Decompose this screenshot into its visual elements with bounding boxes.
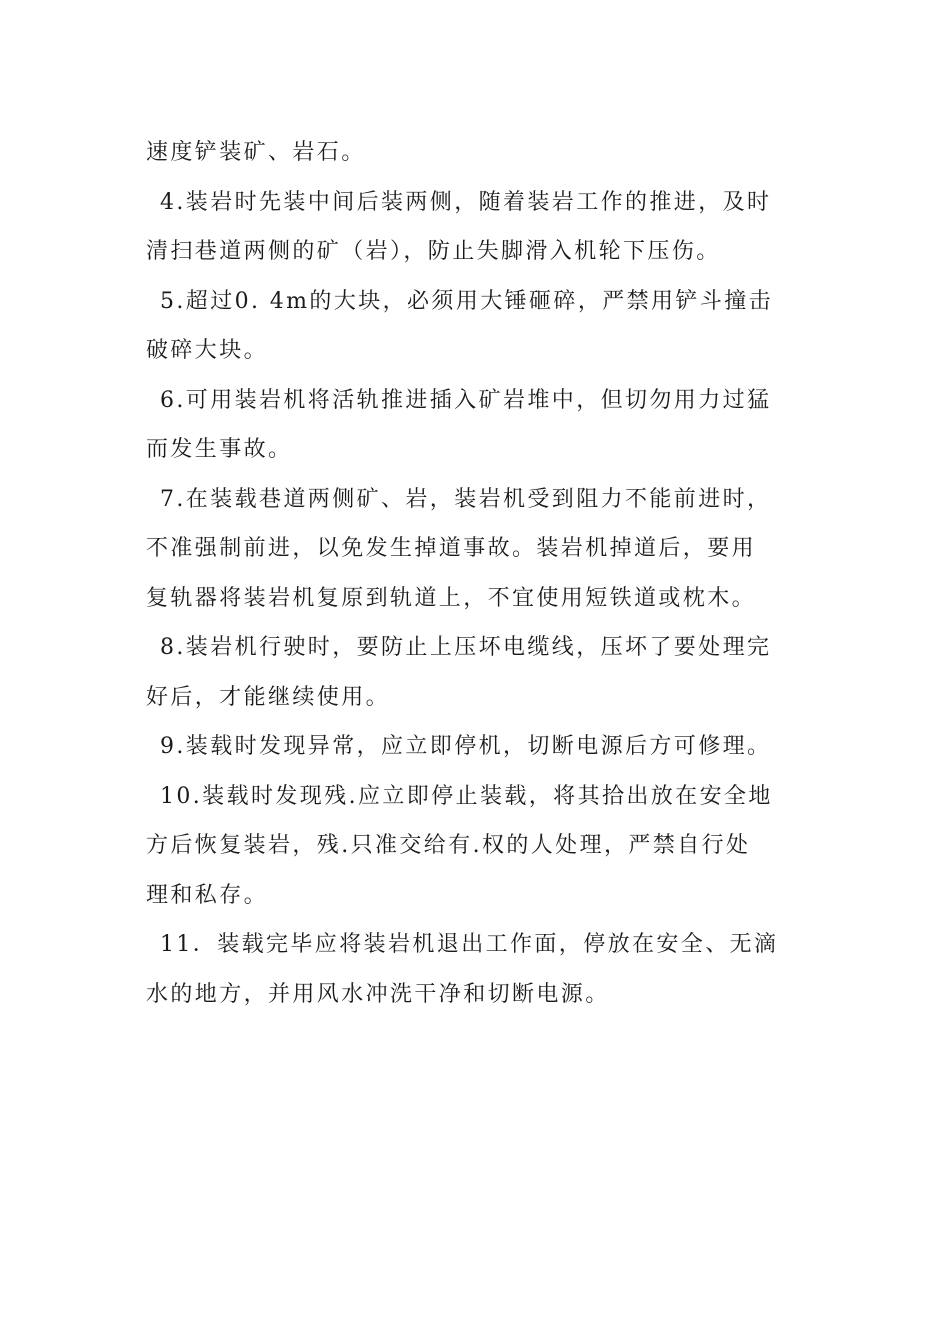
text-line: 清扫巷道两侧的矿（岩），防止失脚滑入机轮下压伤。: [146, 239, 721, 264]
paragraph-item-8: [146, 623, 810, 722]
text-line: 方后恢复装岩，残.只准交给有.权的人处理，严禁自行处: [146, 833, 751, 858]
document-body: [146, 128, 810, 1019]
paragraph-item-6: [146, 376, 810, 475]
paragraph-item-7: [146, 475, 810, 624]
paragraph-item-10: [146, 772, 810, 921]
text-line: 好后，才能继续使用。: [146, 684, 391, 710]
text-line: 5.超过0. 4m的大块，必须用大锤砸碎，严禁用铲斗撞击: [160, 288, 774, 314]
text-line: 而发生事故。: [146, 437, 293, 462]
text-line: 不准强制前进，以免发生掉道事故。装岩机掉道后，要用: [146, 536, 757, 561]
text-line: 11．装载完毕应将装岩机退出工作面，停放在安全、无滴: [160, 932, 779, 957]
paragraph-continuation: [146, 128, 810, 178]
text-line: 速度铲装矿、岩石。: [146, 140, 366, 165]
text-line: 理和私存。: [146, 882, 269, 908]
text-line: 4.装岩时先装中间后装两侧，随着装岩工作的推进，及时: [160, 189, 772, 215]
paragraph-item-4: [146, 178, 810, 277]
text-line: 10.装载时发现残.应立即停止装载，将其拾出放在安全地: [160, 783, 773, 809]
text-line: 破碎大块。: [146, 338, 269, 363]
paragraph-item-11: [146, 920, 810, 1019]
text-line: 复轨器将装岩机复原到轨道上，不宜使用短铁道或枕木。: [146, 585, 757, 611]
text-line: 7.在装载巷道两侧矿、岩，装岩机受到阻力不能前进时，: [160, 486, 772, 512]
paragraph-item-5: [146, 277, 810, 376]
text-line: 9.装载时发现异常，应立即停机，切断电源后方可修理。: [160, 734, 772, 759]
text-line: 8.装岩机行驶时，要防止上压坏电缆线，压坏了要处理完: [160, 635, 772, 660]
text-line: 水的地方，并用风水冲洗干净和切断电源。: [146, 981, 610, 1007]
paragraph-item-9: [146, 722, 810, 772]
text-line: 6.可用装岩机将活轨推进插入矿岩堆中，但切勿用力过猛: [160, 387, 772, 413]
